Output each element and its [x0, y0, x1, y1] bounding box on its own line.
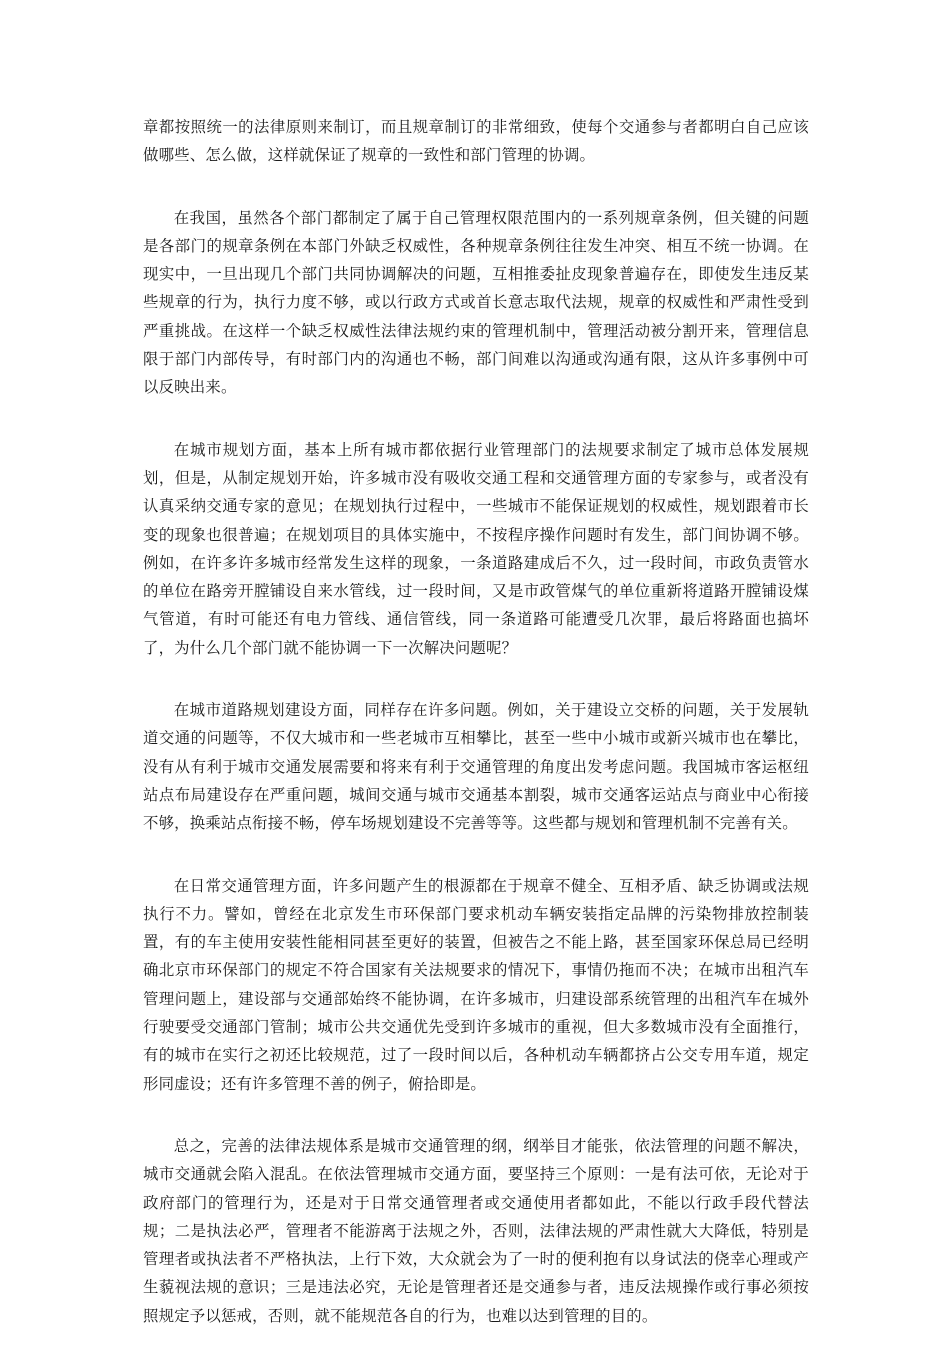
paragraph-daily-traffic-management: 在日常交通管理方面，许多问题产生的根源都在于规章不健全、互相矛盾、缺乏协调或法规执行不力。譬如，曾经在北京发生市环保部门要求机动车辆安装指定品牌的污染物排放控制装置，有的车主使用安装性能相同甚至更好的装置，但被告之不能上路，甚至国家环保总局已经明确北京市环保部门的规定不符合国家有关法规要求的情况下，事情仍拖而不决；在城市出租汽车管理问题上，建设部与交通部始终不能协调，在许多城市，归建设部系统管理的出租汽车在城外行驶要受交通部门管制；城市公共交通优先受到许多城市的重视，但大多数城市没有全面推行，有的城市在实行之初还比较规范，过了一段时间以后，各种机动车辆都挤占公交专用车道，规定形同虚设；还有许多管理不善的例子，俯拾即是。 [143, 876, 809, 1093]
document-body [143, 113, 809, 1364]
paragraph-urban-planning: 在城市规划方面，基本上所有城市都依据行业管理部门的法规要求制定了城市总体发展规划，但是，从制定规划开始，许多城市没有吸收交通工程和交通管理方面的专家参与，或者没有认真采纳交通专家的意见；在规划执行过程中，一些城市不能保证规划的权威性，规划跟着市长变的现象也很普遍；在规划项目的具体实施中，不按程序操作问题时有发生，部门间协调不够。例如，在许多许多城市经常发生这样的现象，一条道路建成后不久，过一段时间，市政负责管水的单位在路旁开膛铺设自来水管线，过一段时间，又是市政管煤气的单位重新将道路开膛铺设煤气管道，有时可能还有电力管线、通信管线，同一条道路可能遭受几次罪，最后将路面也搞坏了，为什么几个部门就不能协调一下一次解决问题呢？ [143, 440, 809, 657]
paragraph-road-construction: 在城市道路规划建设方面，同样存在许多问题。例如，关于建设立交桥的问题，关于发展轨道交通的问题等，不仅大城市和一些老城市互相攀比，甚至一些中小城市或新兴城市也在攀比，没有从有利于城市交通发展需要和将来有利于交通管理的角度出发考虑问题。我国城市客运枢纽站点布局建设存在严重问题，城间交通与城市交通基本割裂，城市交通客运站点与商业中心衔接不够，换乘站点衔接不畅，停车场规划建设不完善等等。这些都与规划和管理机制不完善有关。 [143, 701, 809, 833]
paragraph-continued: 章都按照统一的法律原则来制订，而且规章制订的非常细致，使每个交通参与者都明白自己应该做哪些、怎么做，这样就保证了规章的一致性和部门管理的协调。 [143, 118, 809, 165]
paragraph-regulation-conflicts: 在我国，虽然各个部门都制定了属于自己管理权限范围内的一系列规章条例，但关键的问题是各部门的规章条例在本部门外缺乏权威性，各种规章条例往往发生冲突、相互不统一协调。在现实中，一旦出现几个部门共同协调解决的问题，互相推委扯皮现象普遍存在，即使发生违反某些规章的行为，执行力度不够，或以行政方式或首长意志取代法规，规章的权威性和严肃性受到严重挑战。在这样一个缺乏权威性法律法规约束的管理机制中，管理活动被分割开来，管理信息限于部门内部传导，有时部门内的沟通也不畅，部门间难以沟通或沟通有限，这从许多事例中可以反映出来。 [143, 208, 809, 397]
paragraph-conclusion: 总之，完善的法律法规体系是城市交通管理的纲，纲举目才能张，依法管理的问题不解决，城市交通就会陷入混乱。在依法管理城市交通方面，要坚持三个原则：一是有法可依，无论对于政府部门的管理行为，还是对于日常交通管理者或交通使用者都如此，不能以行政手段代替法规；二是执法必严，管理者不能游离于法规之外，否则，法律法规的严肃性就大大降低，特别是管理者或执法者不严格执法，上行下效，大众就会为了一时的便利抱有以身试法的侥幸心理或产生藐视法规的意识；三是违法必究，无论是管理者还是交通参与者，违反法规操作或行事必须按照规定予以惩戒，否则，就不能规范各自的行为，也难以达到管理的目的。 [143, 1136, 809, 1325]
